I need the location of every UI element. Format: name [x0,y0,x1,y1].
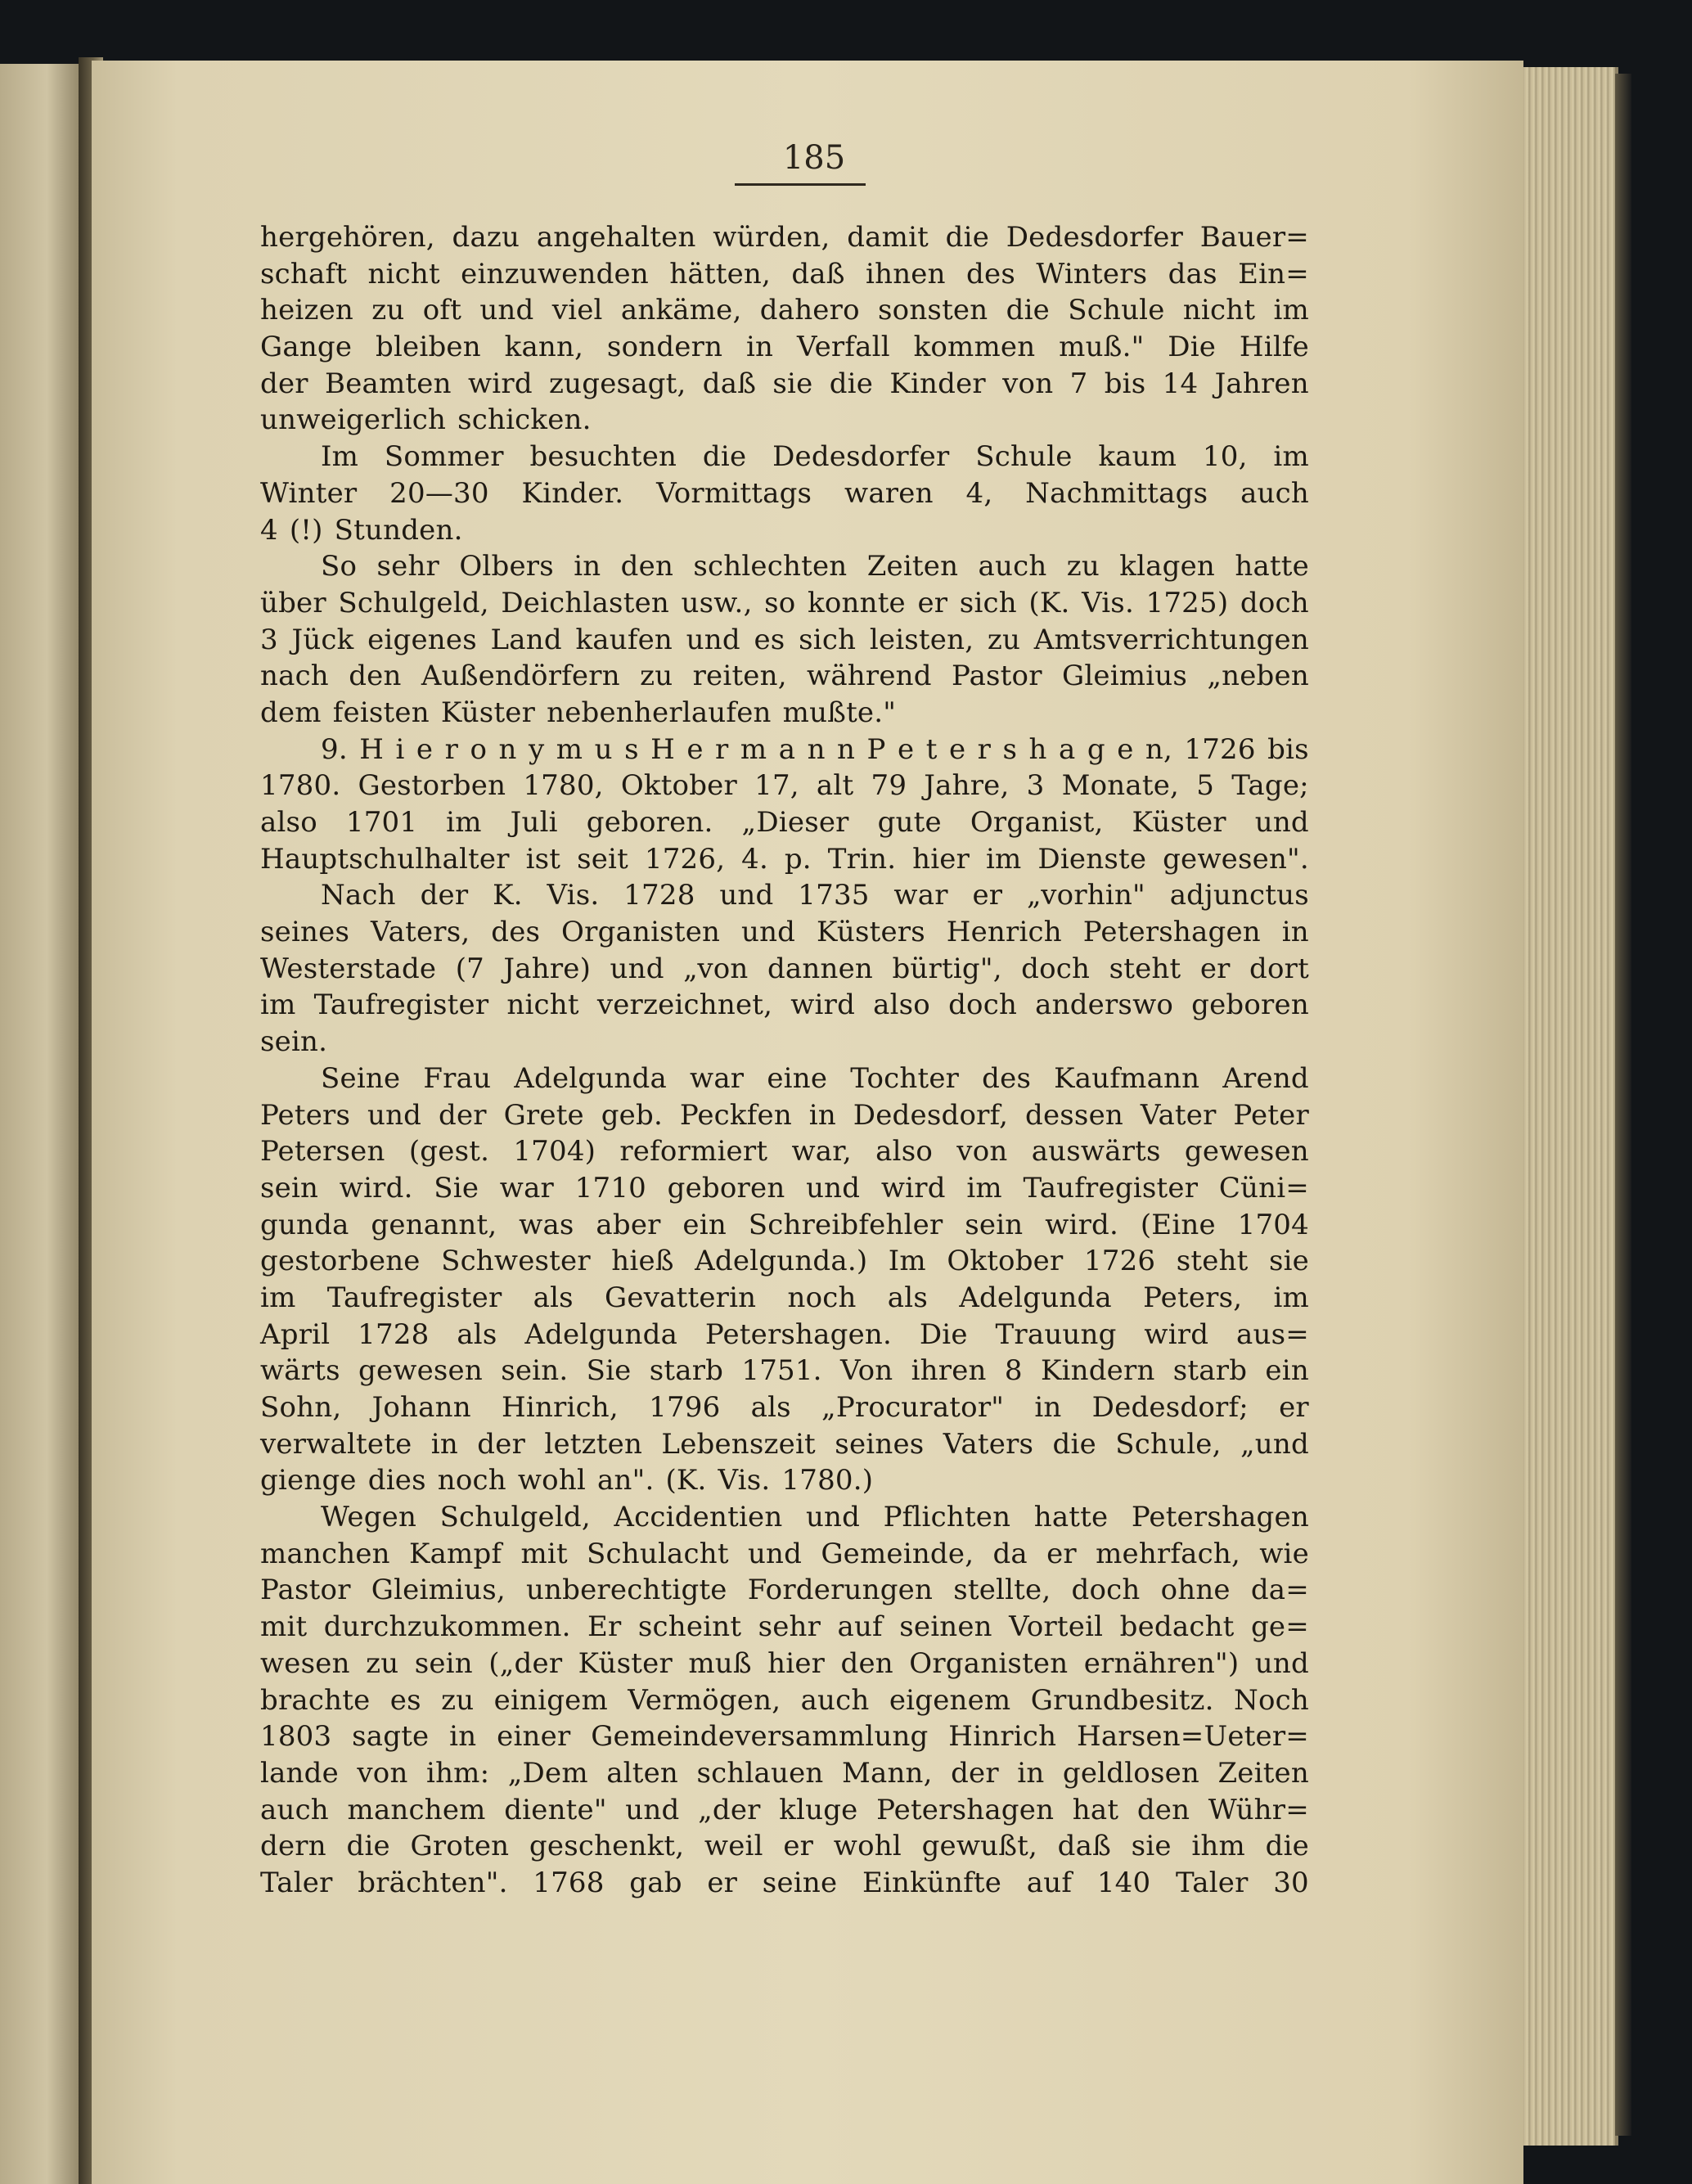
text-line: über Schulgeld, Deichlasten usw., so konnte er sich (K. Vis. 1725) doch [260,586,1309,619]
text-line: 1803 sagte in einer Gemeindeversammlung Hinrich Harsen=Ueter= [260,1720,1309,1754]
left-page-edge [0,64,85,2184]
text-line: Sohn, Johann Hinrich, 1796 als „Procurator" in Dedesdorf; er [260,1391,1309,1424]
text-line: manchen Kampf mit Schulacht und Gemeinde, da er mehrfach, wie [260,1537,1309,1570]
text-line: Nach der K. Vis. 1728 und 1735 war er „vorhin" adjunctus [321,879,1309,912]
text-line: Hauptschulhalter ist seit 1726, 4. p. Trin. hier im Dienste gewesen". [260,842,1309,876]
text-line: Wegen Schulgeld, Accidentien und Pflichten hatte Petershagen [321,1501,1309,1534]
text-line: Petersen (gest. 1704) reformiert war, also von auswärts gewesen [260,1135,1309,1169]
page-number-rule [735,183,866,186]
page-text-body [260,219,1309,1902]
text-line: auch manchem diente" und „der kluge Petershagen hat den Wühr= [260,1793,1309,1826]
text-line: heizen zu oft und viel ankäme, dahero sonsten die Schule nicht im [260,294,1309,327]
text-line: Peters und der Grete geb. Peckfen in Dedesdorf, dessen Vater Peter [260,1098,1309,1132]
text-line: 9. H i e r o n y m u s H e r m a n n P e t e r s h a g e n, 1726 bis [321,732,1309,766]
text-line: brachte es zu einigem Vermögen, auch eigenem Grundbesitz. Noch [260,1683,1309,1717]
text-line: hergehören, dazu angehalten würden, damit die Dedesdorfer Bauer= [260,221,1309,254]
page-stack-shadow [1615,74,1631,2136]
text-line: seines Vaters, des Organisten und Küsters Henrich Petershagen in [260,916,1309,949]
page-number: 185 [782,139,846,177]
text-line: Seine Frau Adelgunda war eine Tochter des Kaufmann Arend [321,1061,1309,1095]
text-line: wärts gewesen sein. Sie starb 1751. Von ihren 8 Kindern starb ein [260,1354,1309,1388]
text-line: verwaltete in der letzten Lebenszeit seines Vaters die Schule, „und [260,1427,1309,1461]
text-line: Winter 20—30 Kinder. Vormittags waren 4, Nachmittags auch [260,476,1309,510]
text-line: gunda genannt, was aber ein Schreibfehler sein wird. (Eine 1704 [260,1208,1309,1241]
text-line: dern die Groten geschenkt, weil er wohl gewußt, daß sie ihm die [260,1830,1309,1863]
page-stack-edges [1512,67,1618,2146]
text-line: Gange bleiben kann, sondern in Verfall kommen muß." Die Hilfe [260,331,1309,364]
text-line: der Beamten wird zugesagt, daß sie die Kinder von 7 bis 14 Jahren [260,367,1309,400]
text-line: April 1728 als Adelgunda Petershagen. Die Trauung wird aus= [260,1317,1309,1351]
text-line: im Taufregister als Gevatterin noch als Adelgunda Peters, im [260,1281,1309,1314]
text-line: Im Sommer besuchten die Dedesdorfer Schule kaum 10, im [321,440,1309,474]
text-line: 1780. Gestorben 1780, Oktober 17, alt 79 Jahre, 3 Monate, 5 Tage; [260,769,1309,803]
text-line: sein. [260,1025,328,1059]
text-line: 4 (!) Stunden. [260,513,463,547]
text-line: So sehr Olbers in den schlechten Zeiten auch zu klagen hatte [321,550,1309,583]
text-line: sein wird. Sie war 1710 geboren und wird im Taufregister Cüni= [260,1171,1309,1205]
text-line: dem feisten Küster nebenherlaufen mußte." [260,696,897,729]
text-line: gienge dies noch wohl an". (K. Vis. 1780.) [260,1464,874,1497]
text-line: also 1701 im Juli geboren. „Dieser gute Organist, Küster und [260,806,1309,839]
text-line: schaft nicht einzuwenden hätten, daß ihnen des Winters das Ein= [260,257,1309,290]
text-line: Westerstade (7 Jahre) und „von dannen bürtig", doch steht er dort [260,952,1309,985]
text-line: Taler brächten". 1768 gab er seine Einkünfte auf 140 Taler 30 [260,1866,1309,1899]
text-line: lande von ihm: „Dem alten schlauen Mann, der in geldlosen Zeiten [260,1756,1309,1790]
text-line: unweigerlich schicken. [260,403,592,437]
text-line: nach den Außendörfern zu reiten, während Pastor Gleimius „neben [260,660,1309,693]
text-line: mit durchzukommen. Er scheint sehr auf seinen Vorteil bedacht ge= [260,1610,1309,1644]
text-line: im Taufregister nicht verzeichnet, wird also doch anderswo geboren [260,988,1309,1022]
text-line: 3 Jück eigenes Land kaufen und es sich leisten, zu Amtsverrichtungen [260,623,1309,656]
text-line: wesen zu sein („der Küster muß hier den Organisten ernähren") und [260,1646,1309,1680]
text-line: Pastor Gleimius, unberechtigte Forderungen stellte, doch ohne da= [260,1574,1309,1607]
text-line: gestorbene Schwester hieß Adelgunda.) Im Oktober 1726 steht sie [260,1245,1309,1278]
